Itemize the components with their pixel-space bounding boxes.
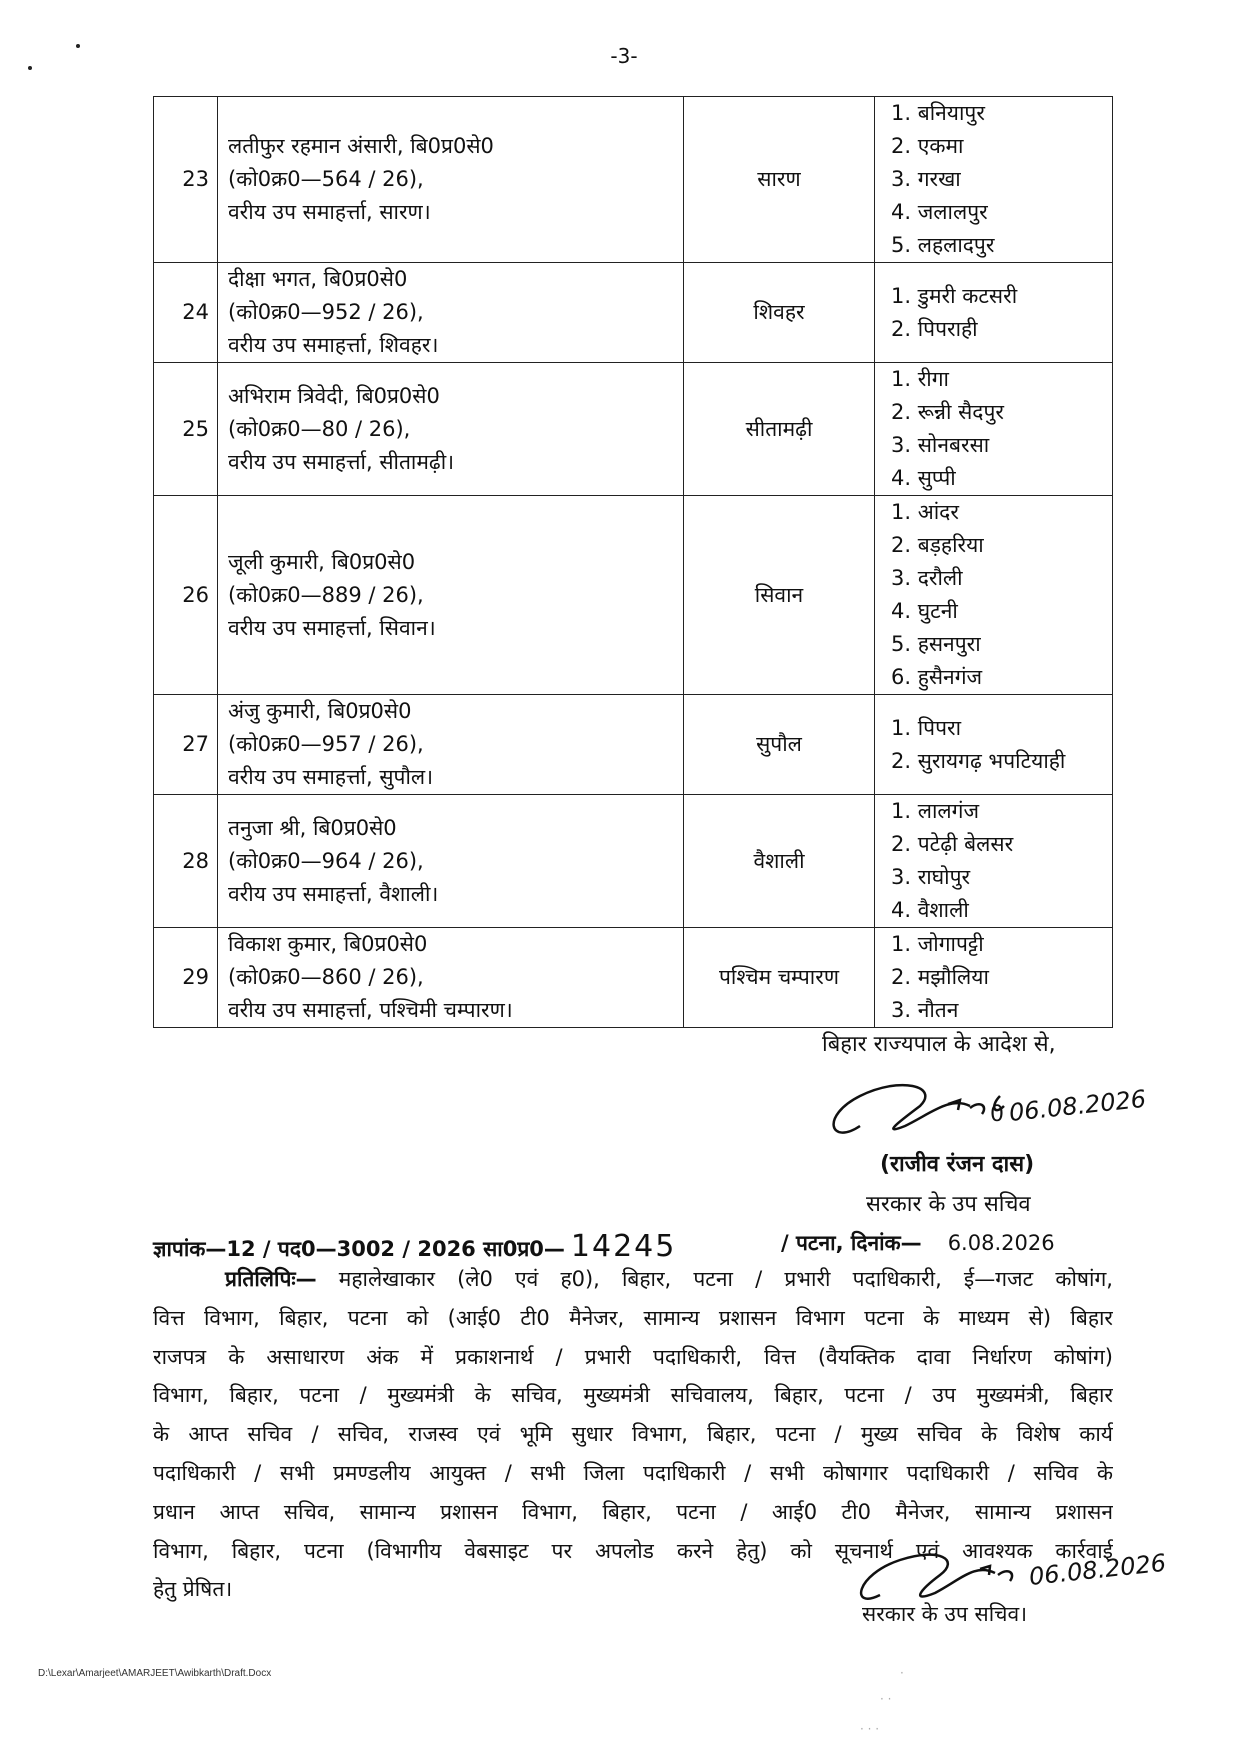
block-item: 1. डुमरी कटसरी: [891, 283, 1018, 308]
district-cell: सुपौल: [684, 695, 875, 795]
table-row: [154, 97, 1113, 263]
memo-date: 6.08.2026: [947, 1231, 1055, 1255]
officer-cell: [218, 695, 684, 795]
officer-name-line1: अभिराम त्रिवेदी, बि0प्र0से0: [228, 383, 440, 408]
serial-number-cell: 23: [154, 97, 218, 263]
officer-name-line2: (को0क्र0—860 / 26),: [228, 965, 424, 989]
block-item: 4. जलालपुर: [891, 200, 988, 224]
blocks-cell: [875, 97, 1113, 263]
block-item: 1. आंदर: [891, 500, 959, 524]
officer-name-line1: तनुजा श्री, बि0प्र0से0: [228, 815, 397, 840]
officer-cell: [218, 496, 684, 695]
officer-name-line2: (को0क्र0—957 / 26),: [228, 732, 424, 756]
block-item: 3. नौतन: [891, 998, 959, 1022]
signature-1-date: 06.08.2026: [1007, 1084, 1148, 1127]
officer-name-line1: जूली कुमारी, बि0प्र0से0: [228, 549, 416, 574]
district-cell: वैशाली: [684, 795, 875, 928]
officer-name-line3: वरीय उप समाहर्त्ता, सिवान।: [228, 615, 436, 640]
copy-line-9: हेतु प्रेषित।: [153, 1577, 233, 1602]
blocks-cell: [875, 363, 1113, 496]
block-item: 4. सुप्पी: [891, 466, 956, 490]
block-item: 2. पिपराही: [891, 316, 978, 341]
district-cell: सिवान: [684, 496, 875, 695]
block-item: 3. सोनबरसा: [891, 433, 990, 457]
officer-cell: [218, 97, 684, 263]
officer-cell: [218, 795, 684, 928]
block-item: 1. पिपरा: [891, 715, 962, 740]
block-item: 3. दरौली: [891, 566, 963, 590]
officer-name-line3: वरीय उप समाहर्त्ता, सारण।: [228, 200, 431, 224]
officer-cell: [218, 263, 684, 363]
faint-mark-3: · · ·: [860, 1722, 880, 1736]
copy-line-1: [153, 1260, 1113, 1299]
district-cell: सीतामढ़ी: [684, 363, 875, 496]
officer-name-line2: (को0क्र0—889 / 26),: [228, 582, 424, 607]
serial-number-cell: 24: [154, 263, 218, 363]
table-body: [154, 97, 1113, 1028]
block-item: 5. लहलादपुर: [891, 233, 995, 257]
blocks-cell: [875, 263, 1113, 363]
signature-1: [820, 1066, 1180, 1152]
block-item: 4. वैशाली: [891, 898, 969, 922]
officer-name-line3: वरीय उप समाहर्त्ता, सीतामढ़ी।: [228, 449, 455, 474]
block-item: 1. लालगंज: [891, 799, 980, 823]
memo-prefix: ज्ञापांक—12 / पद0—3002 / 2026 सा0प्र0—: [153, 1237, 565, 1261]
copy-line-5: के आप्त सचिव / सचिव, राजस्व एवं भूमि सुधार विभाग, बिहार, पटना / मुख्य सचिव के विशेष कार्य: [153, 1422, 1113, 1447]
block-item: 5. हसनपुरा: [891, 632, 981, 656]
table-row: [154, 496, 1113, 695]
district-cell: सारण: [684, 97, 875, 263]
block-item: 2. मझौलिया: [891, 965, 989, 989]
serial-number-cell: 26: [154, 496, 218, 695]
officer-name-line1: दीक्षा भगत, बि0प्र0से0: [228, 267, 408, 291]
block-item: 1. बनियापुर: [891, 101, 985, 125]
block-item: 3. राघोपुर: [891, 865, 971, 889]
officer-name-line3: वरीय उप समाहर्त्ता, शिवहर।: [228, 333, 439, 357]
copy-line-3: राजपत्र के असाधारण अंक में प्रकाशनार्थ / प्रभारी पदाधिकारी, वित्त (वैयक्तिक दावा निर्धारण कोषांग): [153, 1344, 1113, 1369]
memo-ref-number: 14245: [570, 1229, 677, 1264]
copy-line-text: महालेखाकार (ले0 एवं ह0), बिहार, पटना / प्रभारी पदाधिकारी, ई—गजट कोषांग,: [338, 1267, 1113, 1291]
block-item: 2. रून्नी सैदपुर: [891, 400, 1004, 424]
serial-number-cell: 27: [154, 695, 218, 795]
memo-place-date-label: / पटना, दिनांक—: [781, 1231, 922, 1255]
blocks-cell: [875, 496, 1113, 695]
block-item: 2. एकमा: [891, 134, 964, 158]
officer-name-line1: विकाश कुमार, बि0प्र0से0: [228, 932, 428, 956]
faint-mark-1: ·: [900, 1666, 904, 1680]
table-row: [154, 795, 1113, 928]
officer-name-line2: (को0क्र0—564 / 26),: [228, 167, 424, 191]
page-number: -3-: [610, 44, 638, 68]
block-item: 1. रीगा: [891, 367, 950, 391]
serial-number-cell: 29: [154, 928, 218, 1028]
block-item: 2. बड़हरिया: [891, 533, 984, 557]
officer-name-line3: वरीय उप समाहर्त्ता, वैशाली।: [228, 881, 439, 906]
copy-line-2: वित्त विभाग, बिहार, पटना को (आई0 टी0 मैनेजर, सामान्य प्रशासन विभाग पटना के माध्यम से) बिहार: [153, 1305, 1113, 1330]
block-item: 2. सुरायगढ़ भपटियाही: [891, 748, 1066, 773]
block-item: 3. गरखा: [891, 167, 961, 191]
officer-name-line2: (को0क्र0—80 / 26),: [228, 416, 411, 441]
copy-line-8: विभाग, बिहार, पटना (विभागीय वेबसाइट पर अपलोड करने हेतु) को सूचनार्थ एवं आवश्यक कार्रवाई: [153, 1538, 1113, 1563]
order-line: बिहार राज्यपाल के आदेश से,: [822, 1032, 1056, 1057]
block-item: 2. पटेढ़ी बेलसर: [891, 832, 1014, 856]
serial-number-cell: 25: [154, 363, 218, 496]
blocks-cell: [875, 695, 1113, 795]
blocks-cell: [875, 795, 1113, 928]
officer-name-line1: अंजु कुमारी, बि0प्र0से0: [228, 699, 412, 723]
copy-label: प्रतिलिपिः—: [225, 1267, 317, 1291]
block-item: 1. जोगापट्टी: [891, 932, 984, 956]
table-row: [154, 263, 1113, 363]
memo-place-date: [781, 1229, 1055, 1257]
memo-line: [153, 1229, 1113, 1264]
blocks-cell: [875, 928, 1113, 1028]
officer-name-line3: वरीय उप समाहर्त्ता, पश्चिमी चम्पारण।: [228, 998, 513, 1022]
table-row: [154, 928, 1113, 1028]
svg-text:0: 0: [990, 1102, 1004, 1127]
serial-number-cell: 28: [154, 795, 218, 928]
district-cell: पश्चिम चम्पारण: [684, 928, 875, 1028]
block-item: 4. घुटनी: [891, 599, 958, 623]
officer-cell: [218, 928, 684, 1028]
copy-line-4: विभाग, बिहार, पटना / मुख्यमंत्री के सचिव, मुख्यमंत्री सचिवालय, बिहार, पटना / उप मुख्यमंत्री, बिहार: [153, 1383, 1113, 1408]
officer-name-line1: लतीफुर रहमान अंसारी, बि0प्र0से0: [228, 134, 494, 158]
officer-name-line3: वरीय उप समाहर्त्ता, सुपौल।: [228, 765, 434, 789]
copy-line-7: प्रधान आप्त सचिव, सामान्य प्रशासन विभाग, बिहार, पटना / आई0 टी0 मैनेजर, सामान्य प्रशासन: [153, 1499, 1113, 1524]
footer-designation: सरकार के उप सचिव।: [862, 1602, 1028, 1626]
officer-name-line2: (को0क्र0—964 / 26),: [228, 848, 424, 873]
officer-name-line2: (को0क्र0—952 / 26),: [228, 300, 424, 324]
table-row: [154, 695, 1113, 795]
signer-designation: सरकार के उप सचिव: [866, 1192, 1031, 1217]
file-path: D:\Lexar\Amarjeet\AMARJEET\Awibkarth\Draft.Docx: [38, 1668, 272, 1679]
officer-assignment-table: [153, 96, 1113, 1028]
block-item: 6. हुसैनगंज: [891, 665, 983, 689]
signature-2-date: 06.08.2026: [1027, 1548, 1168, 1591]
copy-line-6: पदाधिकारी / सभी प्रमण्डलीय आयुक्त / सभी जिला पदाधिकारी / सभी कोषागार पदाधिकारी / सचिव के: [153, 1460, 1113, 1485]
faint-mark-2: · ·: [880, 1692, 892, 1706]
signer-name: (राजीव रंजन दास): [880, 1152, 1035, 1177]
district-cell: शिवहर: [684, 263, 875, 363]
table-row: [154, 363, 1113, 496]
officer-cell: [218, 363, 684, 496]
